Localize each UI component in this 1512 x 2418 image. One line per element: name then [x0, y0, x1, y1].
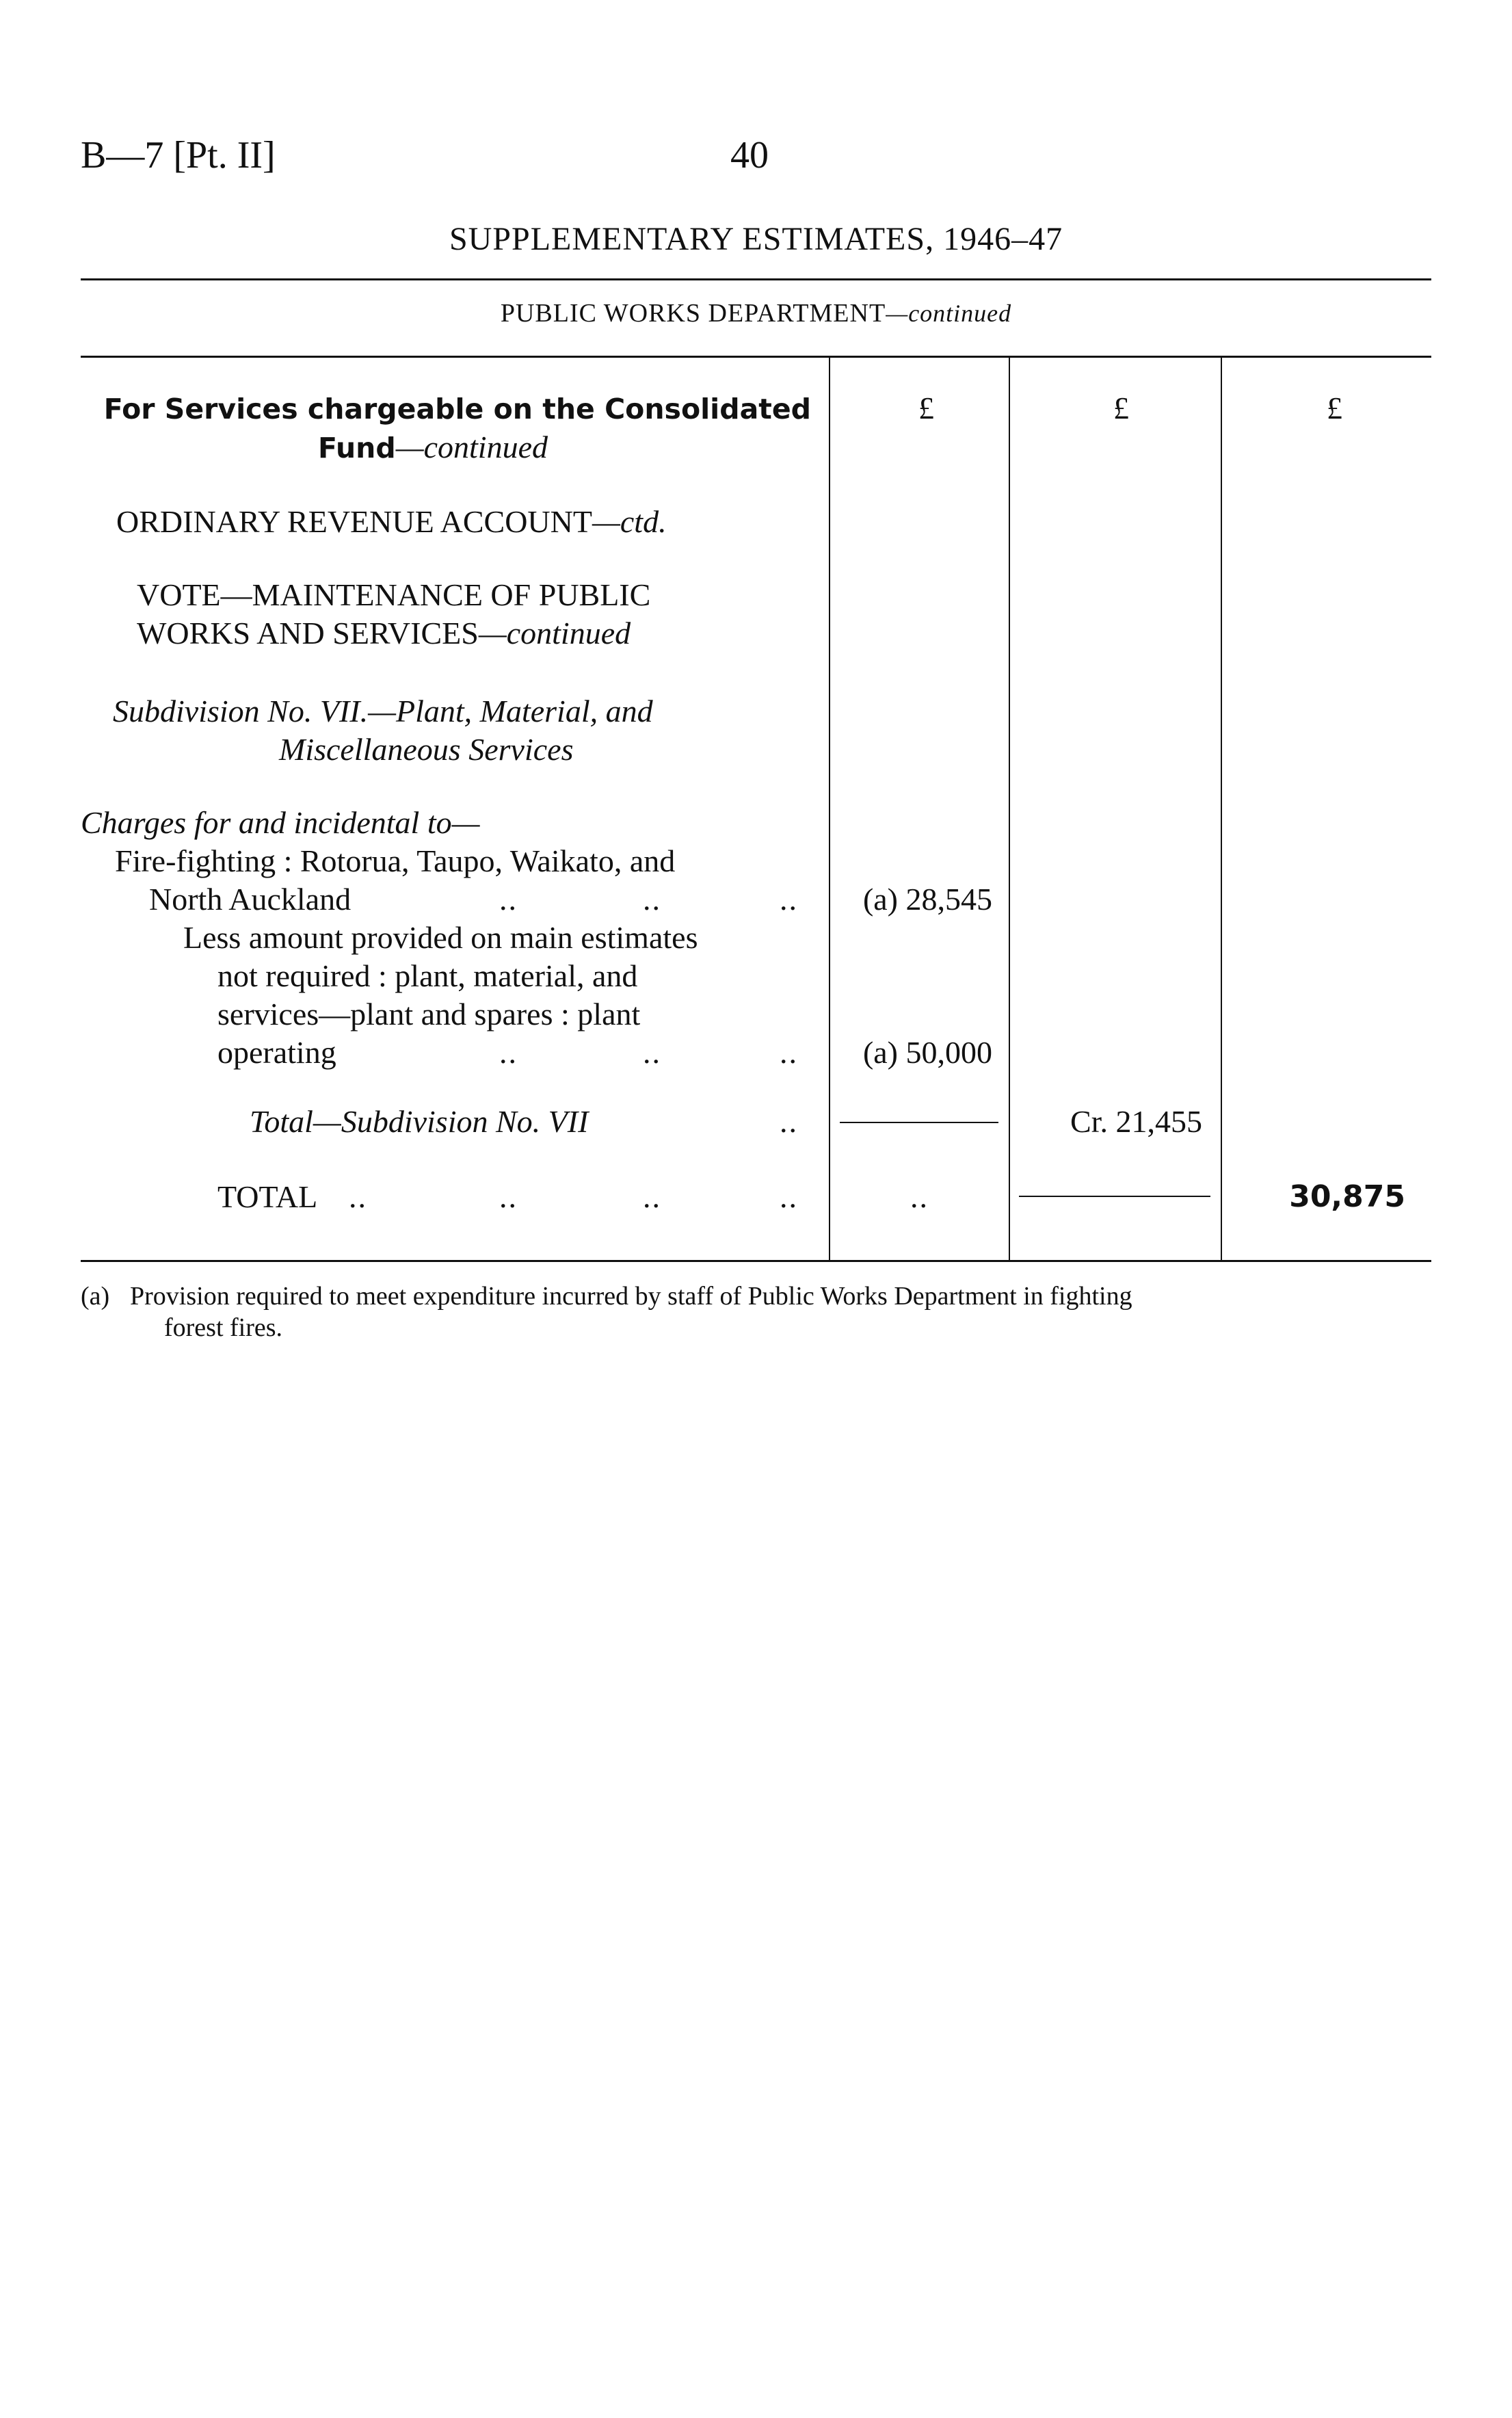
services-heading-fund: Fund	[318, 432, 396, 464]
total-label: TOTAL	[217, 1179, 318, 1214]
leader-dots: ..	[499, 1035, 518, 1070]
item2-line1: Less amount provided on main estimates	[183, 920, 698, 955]
vote-heading-line1: VOTE—MAINTENANCE OF PUBLIC	[137, 577, 651, 612]
currency-col-3: £	[1327, 391, 1342, 425]
leader-dots: ..	[780, 882, 798, 917]
item2-line4: operating	[217, 1035, 336, 1070]
title-rule	[81, 278, 1431, 280]
services-heading-line2	[318, 428, 548, 467]
item2-value: (a) 50,000	[862, 1035, 992, 1070]
total-col1: ..	[910, 1179, 929, 1214]
vote-heading-name: WORKS AND SERVICES	[137, 616, 479, 651]
column-divider-2	[1009, 357, 1010, 1260]
services-heading-line1: For Services chargeable on the Consolidated	[103, 393, 811, 425]
page-number: 40	[730, 134, 769, 176]
account-heading	[116, 503, 667, 541]
leader-dots: ..	[643, 1179, 661, 1214]
currency-col-1: £	[918, 391, 934, 425]
subtotal-value: Cr. 21,455	[1070, 1104, 1202, 1139]
document-reference: B—7 [Pt. II]	[81, 134, 276, 176]
subdivision-heading-line2: Miscellaneous Services	[279, 732, 574, 767]
item1-value: (a) 28,545	[862, 882, 992, 917]
services-heading-suffix: —continued	[395, 430, 548, 464]
leader-dots: ..	[780, 1035, 798, 1070]
account-name: ORDINARY REVENUE ACCOUNT	[116, 504, 592, 539]
total-value: 30,875	[1289, 1179, 1405, 1214]
leader-dots: ..	[780, 1104, 798, 1139]
page-title: SUPPLEMENTARY ESTIMATES, 1946–47	[449, 221, 1063, 257]
department-suffix: —continued	[886, 300, 1012, 327]
leader-dots: ..	[349, 1179, 367, 1214]
column-divider-3	[1221, 357, 1222, 1260]
leader-dots: ..	[499, 1179, 518, 1214]
leader-dots: ..	[643, 882, 661, 917]
account-suffix: —ctd.	[592, 504, 667, 539]
leader-dots: ..	[780, 1179, 798, 1214]
item2-line2: not required : plant, material, and	[217, 958, 638, 993]
item1-line2: North Auckland	[149, 882, 352, 917]
total-rule	[1019, 1196, 1210, 1197]
item2-line3: services—plant and spares : plant	[217, 997, 641, 1031]
department-name: PUBLIC WORKS DEPARTMENT	[500, 299, 886, 328]
footnote-line2: forest fires.	[164, 1313, 283, 1342]
footnote-marker: (a)	[81, 1282, 110, 1311]
vote-heading-line2	[137, 614, 631, 653]
table-bottom-rule	[81, 1260, 1431, 1262]
item1-line1: Fire-fighting : Rotorua, Taupo, Waikato, and	[115, 843, 676, 878]
subdivision-heading-line1: Subdivision No. VII.—Plant, Material, and	[113, 694, 653, 728]
charges-heading: Charges for and incidental to—	[81, 805, 480, 840]
footnote-line1: Provision required to meet expenditure incurred by staff of Public Works Department in fighting	[130, 1282, 1132, 1311]
subtotal-label: Total—Subdivision No. VII	[250, 1104, 589, 1139]
subtotal-rule	[840, 1122, 998, 1123]
leader-dots: ..	[499, 882, 518, 917]
currency-col-2: £	[1113, 391, 1129, 425]
table-top-rule	[81, 356, 1431, 358]
vote-heading-suffix: —continued	[478, 616, 631, 651]
department-heading	[0, 298, 1512, 328]
leader-dots: ..	[643, 1035, 661, 1070]
column-divider-1	[829, 357, 830, 1260]
